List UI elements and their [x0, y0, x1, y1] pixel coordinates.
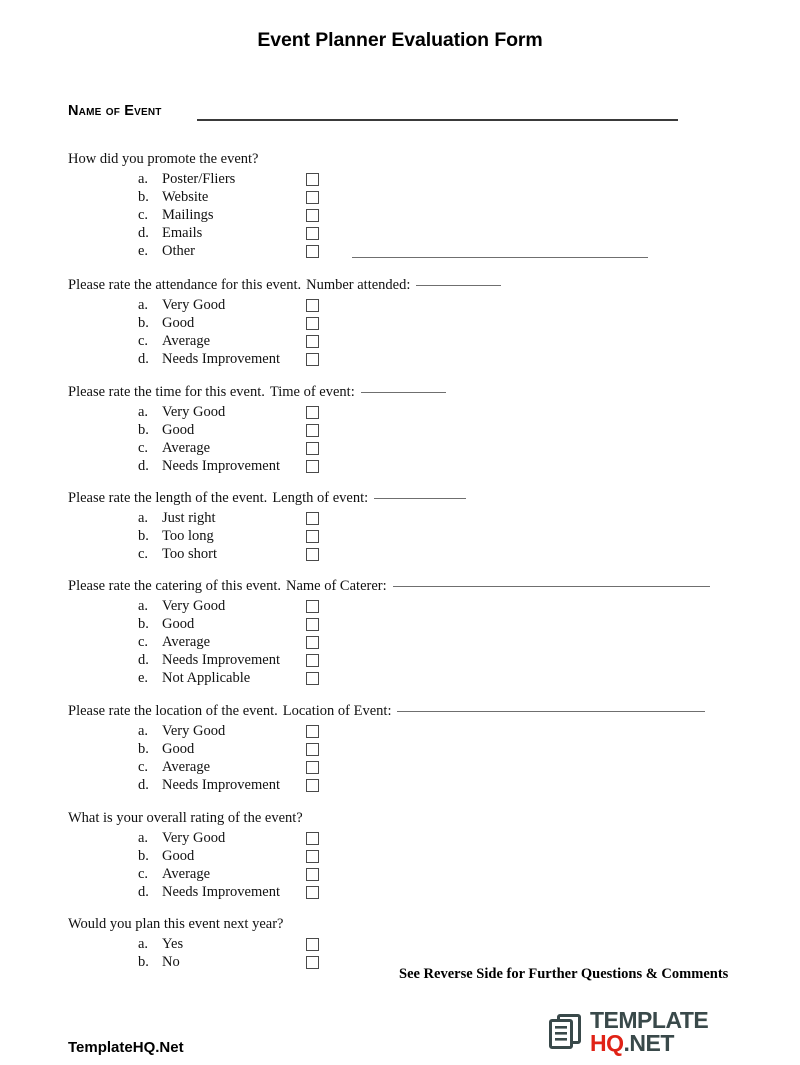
option-row [68, 457, 446, 475]
option-letter: a. [138, 936, 149, 952]
option-letter: b. [138, 528, 149, 544]
option-letter: a. [138, 297, 149, 313]
option-row [68, 829, 303, 847]
option-checkbox[interactable] [306, 245, 319, 258]
option-label: Very Good [162, 404, 226, 420]
option-letter: a. [138, 171, 149, 187]
question-prompt [68, 276, 501, 295]
option-label: Yes [162, 936, 184, 952]
option-letter: c. [138, 207, 149, 223]
option-label: Needs Improvement [162, 458, 280, 474]
footer-brand-text: TemplateHQ.Net [68, 1039, 184, 1056]
option-label: Needs Improvement [162, 351, 280, 367]
question-prompt [68, 489, 466, 508]
option-row [68, 170, 258, 188]
option-checkbox[interactable] [306, 761, 319, 774]
option-label: Good [162, 848, 195, 864]
question-prompt-text: Please rate the location of the event. [68, 703, 278, 719]
option-checkbox[interactable] [306, 850, 319, 863]
option-row [68, 332, 501, 350]
option-letter: c. [138, 759, 149, 775]
question-prompt-text: Please rate the length of the event. [68, 490, 268, 506]
option-list [68, 403, 446, 475]
option-row [68, 758, 705, 776]
question-prompt-text: Please rate the time for this event. [68, 384, 265, 400]
logo-net-text: .NET [623, 1030, 674, 1056]
option-label: Needs Improvement [162, 777, 280, 793]
option-row [68, 314, 501, 332]
option-checkbox[interactable] [306, 725, 319, 738]
option-row [68, 296, 501, 314]
option-row [68, 651, 710, 669]
option-checkbox[interactable] [306, 299, 319, 312]
option-list [68, 722, 705, 794]
option-label: Very Good [162, 297, 226, 313]
option-row [68, 669, 710, 687]
option-label: Poster/Fliers [162, 171, 236, 187]
option-list [68, 170, 258, 260]
question-sub-label: Number attended: [306, 277, 411, 293]
question-prompt-text: What is your overall rating of the event? [68, 810, 303, 826]
option-list [68, 829, 303, 901]
option-checkbox[interactable] [306, 317, 319, 330]
option-label: Average [162, 866, 211, 882]
templatehq-logo [546, 1008, 736, 1056]
option-checkbox[interactable] [306, 886, 319, 899]
option-label: Good [162, 741, 195, 757]
question-prompt [68, 577, 710, 596]
option-letter: b. [138, 422, 149, 438]
option-label: Needs Improvement [162, 652, 280, 668]
option-checkbox[interactable] [306, 672, 319, 685]
page-title: Event Planner Evaluation Form [257, 29, 543, 51]
option-row [68, 188, 258, 206]
option-checkbox[interactable] [306, 530, 319, 543]
option-letter: c. [138, 546, 149, 562]
option-letter: b. [138, 741, 149, 757]
option-label: Good [162, 616, 195, 632]
question-fill-in-line[interactable] [397, 711, 705, 712]
option-row [68, 206, 258, 224]
option-label: Average [162, 759, 211, 775]
option-letter: d. [138, 351, 149, 367]
option-letter: b. [138, 315, 149, 331]
option-checkbox[interactable] [306, 460, 319, 473]
option-letter: b. [138, 189, 149, 205]
option-checkbox[interactable] [306, 173, 319, 186]
option-label: Too short [162, 546, 217, 562]
option-row [68, 615, 710, 633]
option-letter: b. [138, 848, 149, 864]
option-checkbox[interactable] [306, 938, 319, 951]
option-checkbox[interactable] [306, 779, 319, 792]
option-row [68, 527, 466, 545]
reverse-side-note: See Reverse Side for Further Questions & Comments [399, 966, 729, 982]
name-of-event-input-line[interactable] [197, 119, 678, 121]
option-checkbox[interactable] [306, 956, 319, 969]
option-row [68, 935, 283, 953]
option-label: Very Good [162, 723, 226, 739]
question-block [68, 383, 446, 475]
option-label: Very Good [162, 598, 226, 614]
option-letter: e. [138, 670, 149, 686]
question-fill-in-line[interactable] [393, 586, 710, 587]
option-row [68, 509, 466, 527]
option-label: Just right [162, 510, 216, 526]
option-label: Good [162, 315, 195, 331]
option-checkbox[interactable] [306, 832, 319, 845]
name-of-event-row [68, 103, 708, 125]
option-row [68, 740, 705, 758]
option-label: Other [162, 243, 196, 259]
question-fill-in-line[interactable] [374, 498, 466, 499]
option-checkbox[interactable] [306, 600, 319, 613]
option-row [68, 776, 705, 794]
option-checkbox[interactable] [306, 191, 319, 204]
logo-line-hqnet [590, 1032, 674, 1055]
option-row [68, 545, 466, 563]
question-sub-label: Length of event: [272, 490, 369, 506]
option-row [68, 439, 446, 457]
option-letter: d. [138, 884, 149, 900]
option-list [68, 597, 710, 687]
option-list [68, 935, 283, 971]
question-block [68, 577, 710, 687]
option-letter: a. [138, 723, 149, 739]
option-row [68, 865, 303, 883]
question-sub-label: Name of Caterer: [285, 578, 387, 594]
option-checkbox[interactable] [306, 548, 319, 561]
option-label: Too long [162, 528, 214, 544]
question-sub-label: Time of event: [269, 384, 355, 400]
option-label: Not Applicable [162, 670, 251, 686]
option-label: Good [162, 422, 195, 438]
option-letter: c. [138, 634, 149, 650]
option-letter: d. [138, 458, 149, 474]
logo-line-template: TEMPLATE [590, 1007, 709, 1033]
question-block [68, 150, 258, 260]
question-fill-in-line[interactable] [416, 285, 501, 286]
option-letter: a. [138, 404, 149, 420]
question-block [68, 915, 283, 971]
option-checkbox[interactable] [306, 209, 319, 222]
option-letter: c. [138, 440, 149, 456]
option-row [68, 953, 283, 971]
option-checkbox[interactable] [306, 654, 319, 667]
question-sub-label: Location of Event: [282, 703, 392, 719]
option-label: Average [162, 440, 211, 456]
option-letter: a. [138, 598, 149, 614]
question-prompt [68, 915, 283, 934]
question-block [68, 276, 501, 368]
option-list [68, 509, 466, 563]
option-label: Average [162, 634, 211, 650]
option-row [68, 847, 303, 865]
option-row [68, 597, 710, 615]
option-letter: b. [138, 954, 149, 970]
option-row [68, 350, 501, 368]
option-row [68, 421, 446, 439]
option-checkbox[interactable] [306, 618, 319, 631]
question-prompt-text: Would you plan this event next year? [68, 916, 284, 932]
option-checkbox[interactable] [306, 636, 319, 649]
question-prompt [68, 150, 258, 169]
question-block [68, 702, 705, 794]
question-prompt-text: Please rate the attendance for this event. [68, 277, 302, 293]
question-prompt-text: How did you promote the event? [68, 151, 259, 167]
option-row [68, 403, 446, 421]
option-letter: d. [138, 225, 149, 241]
option-checkbox[interactable] [306, 868, 319, 881]
option-label: Emails [162, 225, 203, 241]
question-prompt [68, 383, 446, 402]
option-label: No [162, 954, 180, 970]
option-row [68, 242, 258, 260]
option-label: Very Good [162, 830, 226, 846]
documents-stack-icon [546, 1011, 586, 1051]
option-checkbox[interactable] [306, 406, 319, 419]
option-letter: d. [138, 652, 149, 668]
option-checkbox[interactable] [306, 442, 319, 455]
name-of-event-label: Name of Event [68, 103, 162, 119]
option-row [68, 722, 705, 740]
question-prompt [68, 702, 705, 721]
option-letter: d. [138, 777, 149, 793]
question-prompt [68, 809, 303, 828]
option-label: Website [162, 189, 209, 205]
question-fill-in-line[interactable] [361, 392, 446, 393]
option-letter: a. [138, 510, 149, 526]
option-letter: a. [138, 830, 149, 846]
option-checkbox[interactable] [306, 335, 319, 348]
question-block [68, 809, 303, 901]
option-checkbox[interactable] [306, 353, 319, 366]
option-list [68, 296, 501, 368]
option-checkbox[interactable] [306, 512, 319, 525]
option-label: Needs Improvement [162, 884, 280, 900]
option-letter: b. [138, 616, 149, 632]
question-block [68, 489, 466, 563]
option-row [68, 883, 303, 901]
option-letter: c. [138, 333, 149, 349]
option-letter: e. [138, 243, 149, 259]
option-letter: c. [138, 866, 149, 882]
option-label: Average [162, 333, 211, 349]
option-fill-in-line[interactable] [352, 257, 648, 258]
option-row [68, 224, 258, 242]
option-row [68, 633, 710, 651]
logo-hq-text: HQ [590, 1030, 624, 1056]
option-checkbox[interactable] [306, 743, 319, 756]
option-checkbox[interactable] [306, 227, 319, 240]
question-prompt-text: Please rate the catering of this event. [68, 578, 281, 594]
option-checkbox[interactable] [306, 424, 319, 437]
option-label: Mailings [162, 207, 214, 223]
